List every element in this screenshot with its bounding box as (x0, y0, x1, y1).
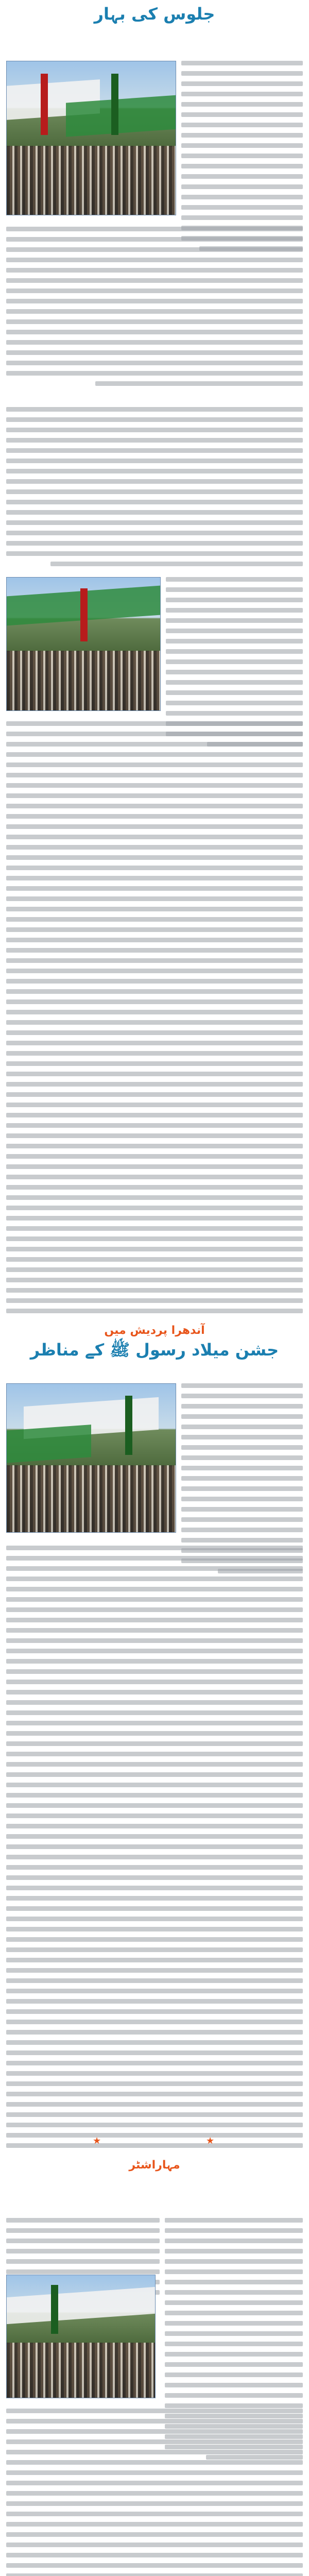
procession-photo (6, 1383, 176, 1533)
article-kicker: مہاراشٹر (129, 2159, 180, 2172)
star-icon: ★ (206, 2136, 215, 2146)
article-andhra-pradesh (0, 1319, 309, 2154)
procession-photo (6, 577, 161, 711)
article-kicker: آندھرا پردیش میں (104, 1324, 205, 1337)
article-headline: جشن میلاد رسول ﷺ کے مناظر (30, 1340, 279, 1360)
article-body (6, 1546, 303, 2154)
article-body (6, 407, 303, 572)
procession-photo (6, 2275, 156, 2398)
article-body (6, 721, 303, 1319)
article-body (6, 227, 303, 392)
article-headline: جلوس کی بہار (94, 4, 215, 24)
procession-photo (6, 61, 176, 215)
star-icon: ★ (93, 2136, 101, 2146)
article-maharashtra (0, 2154, 309, 2576)
article-body (6, 2409, 303, 2576)
